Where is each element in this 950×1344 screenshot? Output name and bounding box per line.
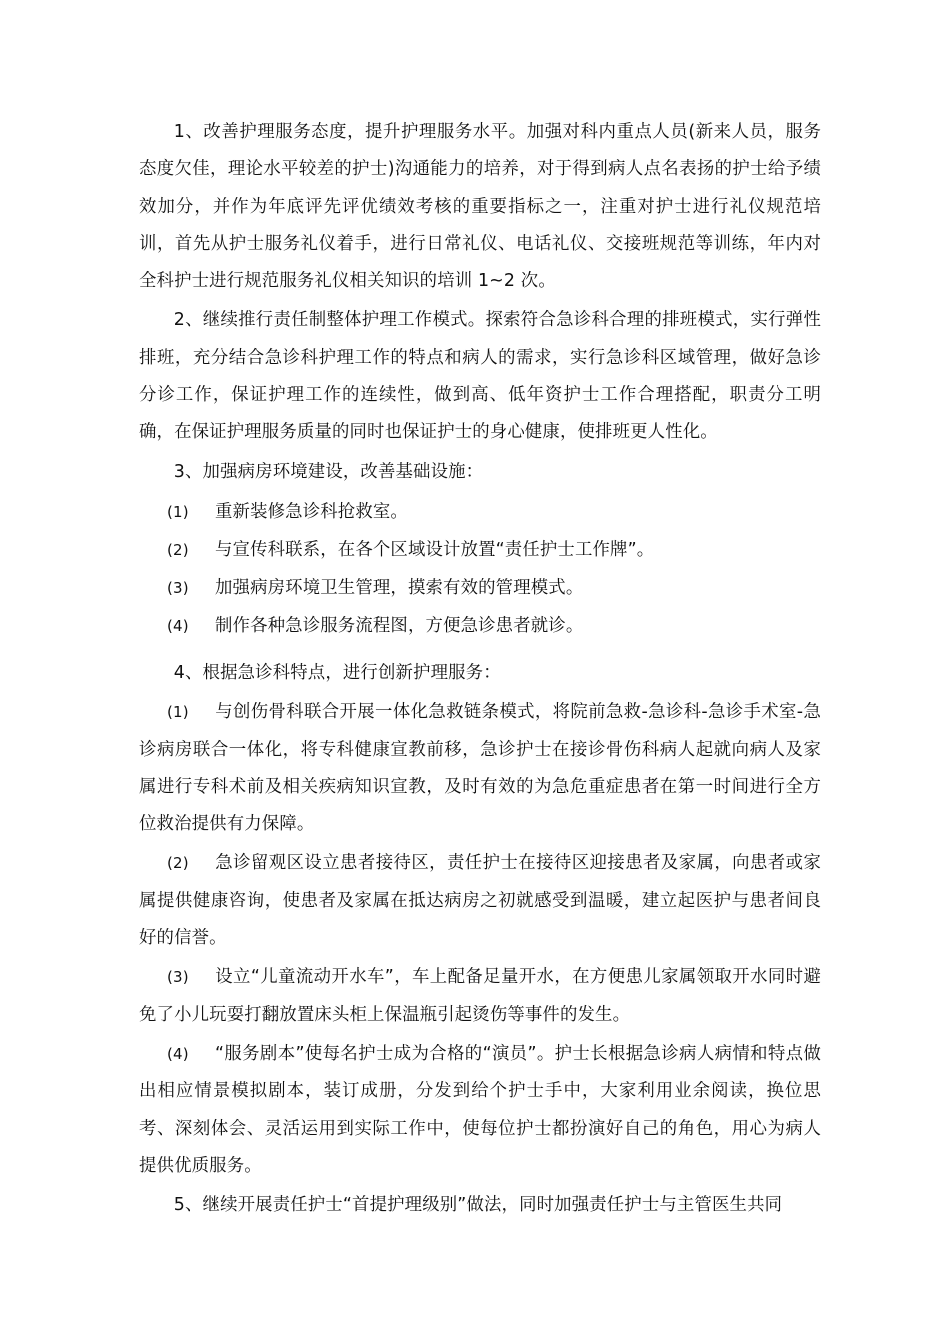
list-item — [139, 694, 821, 843]
paragraph-2: 2、继续推行责任制整体护理工作模式。探索符合急诊科合理的排班模式，实行弹性排班，充分结合急诊科护理工作的特点和病人的需求，实行急诊科区域管理，做好急诊分诊工作，保证护理工作的连续性，做到高、低年资护士工作合理搭配，职责分工明确，在保证护理服务质量的同时也保证护士的身心健康，使排班更人性化。 — [139, 310, 821, 443]
list-item-text: 重新装修急诊科抢救室。 — [215, 501, 408, 522]
list-item — [139, 607, 821, 645]
list-item-number: (1) — [167, 703, 189, 722]
list-item — [139, 1036, 821, 1185]
list-item-number: (4) — [167, 616, 189, 635]
list-item — [139, 493, 821, 531]
list-item-number: (2) — [167, 540, 189, 559]
list-item-text: 设立“儿童流动开水车”，车上配备足量开水，在方便患儿家属领取开水同时避免了小儿玩耍打翻放置床头柜上保温瓶引起烫伤等事件的发生。 — [139, 967, 821, 1025]
list-item-text: 急诊留观区设立患者接待区，责任护士在接待区迎接患者及家属，向患者或家属提供健康咨询，使患者及家属在抵达病房之初就感受到温暖，建立起医护与患者间良好的信誉。 — [139, 853, 821, 949]
list-item — [139, 845, 821, 957]
list-item-number: (3) — [167, 578, 189, 597]
paragraph-5: 5、继续开展责任护士“首提护理级别”做法，同时加强责任护士与主管医生共同 — [173, 1195, 783, 1216]
list-item-text: 与创伤骨科联合开展一体化急救链条模式，将院前急救-急诊科-急诊手术室-急诊病房联合一体化，将专科健康宣教前移，急诊护士在接诊骨伤科病人起就向病人及家属进行专科术前及相关疾病知识宣教，及时有效的为急危重症患者在第一时间进行全方位救治提供有力保障。 — [139, 702, 821, 835]
list-item — [139, 569, 821, 607]
paragraph-4: 4、根据急诊科特点，进行创新护理服务： — [173, 662, 501, 683]
list-item-number: (1) — [167, 502, 189, 521]
list-item — [139, 531, 821, 569]
list-item-text: 加强病房环境卫生管理，摸索有效的管理模式。 — [215, 577, 584, 598]
list-item-text: 与宣传科联系，在各个区域设计放置“责任护士工作牌”。 — [215, 539, 655, 560]
paragraph-3: 3、加强病房环境建设，改善基础设施： — [173, 461, 484, 482]
list-item-number: (3) — [167, 968, 189, 987]
list-item-number: (4) — [167, 1044, 189, 1063]
list-item-text: 制作各种急诊服务流程图，方便急诊患者就诊。 — [215, 615, 584, 636]
paragraph-1: 1、改善护理服务态度，提升护理服务水平。加强对科内重点人员(新来人员，服务态度欠佳，理论水平较差的护士)沟通能力的培养，对于得到病人点名表扬的护士给予绩效加分，并作为年底评先评优绩效考核的重要指标之一，注重对护士进行礼仪规范培训，首先从护士服务礼仪着手，进行日常礼仪、电话礼仪、交接班规范等训练，年内对全科护士进行规范服务礼仪相关知识的培训 1~2 次。 — [139, 122, 821, 292]
document-body — [139, 114, 821, 1224]
list-item — [139, 959, 821, 1034]
list-item-text: “服务剧本”使每名护士成为合格的“演员”。护士长根据急诊病人病情和特点做出相应情景模拟剧本，装订成册，分发到给个护士手中，大家利用业余阅读，换位思考、深刻体会、灵活运用到实际工作中，使每位护士都扮演好自己的角色，用心为病人提供优质服务。 — [139, 1043, 821, 1176]
list-item-number: (2) — [167, 854, 189, 873]
